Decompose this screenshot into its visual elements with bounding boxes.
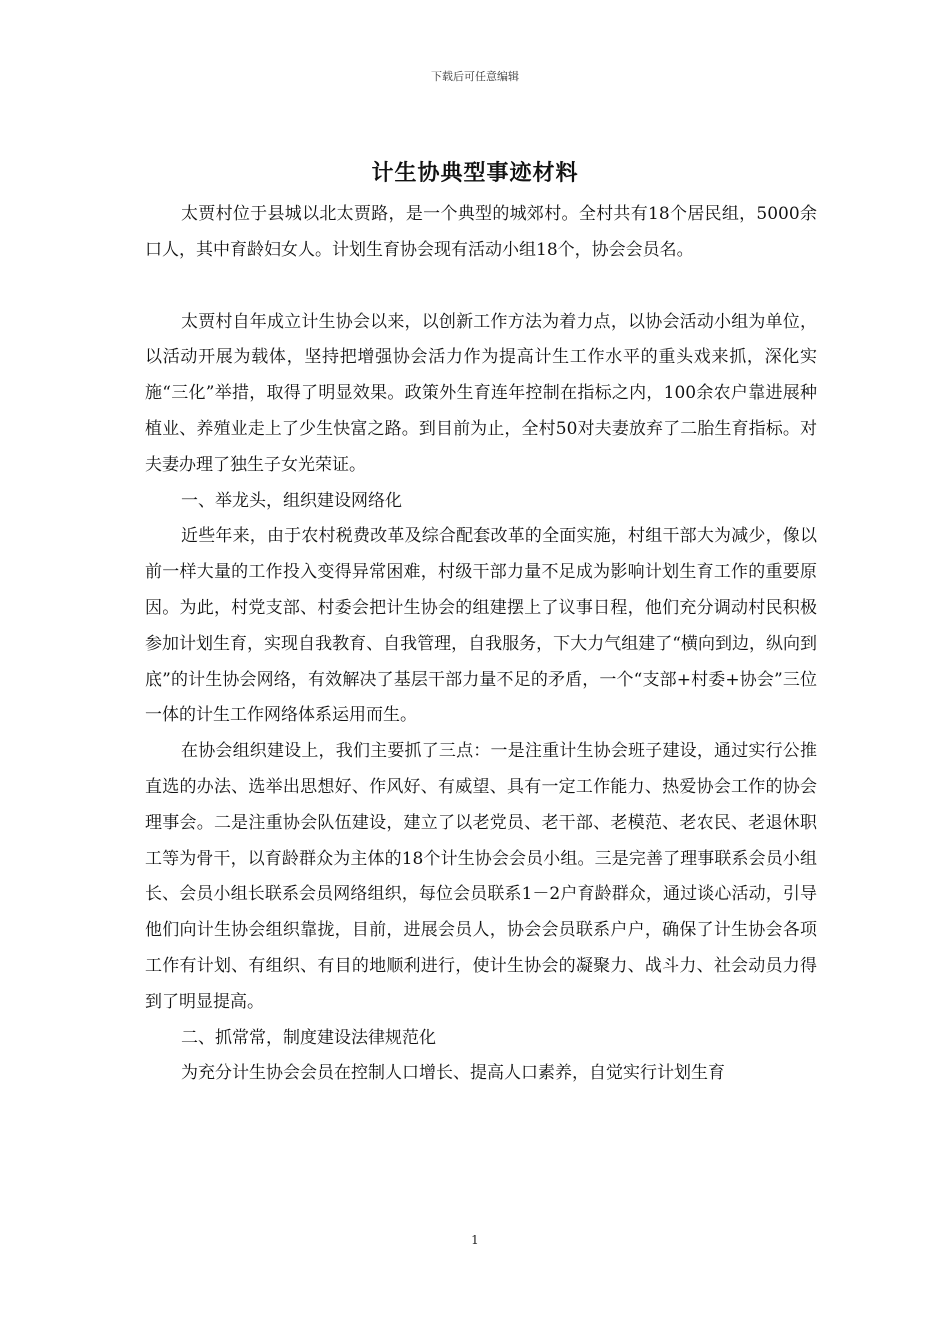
header-note: 下载后可任意编辑	[431, 70, 519, 83]
document-body	[145, 197, 817, 1092]
paragraph-gap	[145, 269, 817, 305]
page-number: 1	[471, 1233, 479, 1247]
paragraph-section-2a: 为充分计生协会会员在控制人口增长、提高人口素养，自觉实行计划生育	[181, 1063, 725, 1084]
section-heading-2: 二、抓常常，制度建设法律规范化	[181, 1027, 436, 1048]
document-title: 计生协典型事迹材料	[371, 160, 579, 186]
section-heading-1: 一、举龙头，组织建设网络化	[181, 490, 402, 511]
paragraph-section-1b: 在协会组织建设上，我们主要抓了三点：一是注重计生协会班子建设，通过实行公推直选的办法、选举出思想好、作风好、有威望、具有一定工作能力、热爱协会工作的协会理事会。二是注重协会队伍建设，建立了以老党员、老干部、老模范、老农民、老退休职工等为骨干，以育龄群众为主体的18个计生协会会员小组。三是完善了理事联系会员小组长、会员小组长联系会员网络组织，每位会员联系1－2户育龄群众，通过谈心活动，引导他们向计生协会组织靠拢，目前，进展会员人，协会会员联系户户，确保了计生协会各项工作有计划、有组织、有目的地顺利进行，使计生协会的凝聚力、战斗力、社会动员力得到了明显提高。	[145, 741, 817, 1012]
paragraph-section-1a: 近些年来，由于农村税费改革及综合配套改革的全面实施，村组干部大为减少，像以前一样大量的工作投入变得异常困难，村级干部力量不足成为影响计划生育工作的重要原因。为此，村党支部、村委会把计生协会的组建摆上了议事日程，他们充分调动村民积极参加计划生育，实现自我教育、自我管理，自我服务，下大力气组建了“横向到边，纵向到底”的计生协会网络，有效解决了基层干部力量不足的矛盾，一个“支部+村委+协会”三位一体的计生工作网络体系运用而生。	[145, 526, 817, 726]
paragraph-intro: 太贾村位于县城以北太贾路，是一个典型的城郊村。全村共有18个居民组，5000余口人，其中育龄妇女人。计划生育协会现有活动小组18个，协会会员名。	[145, 204, 817, 260]
paragraph-overview: 太贾村自年成立计生协会以来，以创新工作方法为着力点，以协会活动小组为单位，以活动开展为载体，坚持把增强协会活力作为提高计生工作水平的重头戏来抓，深化实施“三化”举措，取得了明显效果。政策外生育连年控制在指标之内，100余农户靠进展种植业、养殖业走上了少生快富之路。到目前为止，全村50对夫妻放弃了二胎生育指标。对夫妻办理了独生子女光荣证。	[145, 311, 817, 475]
